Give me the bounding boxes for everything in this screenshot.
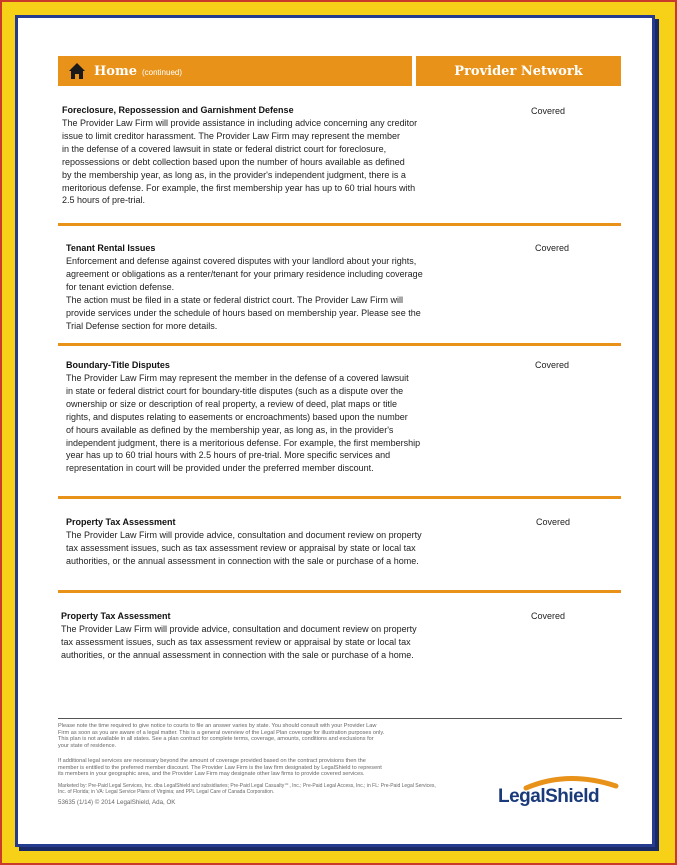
coverage-status: Covered [536, 517, 571, 527]
header-left [58, 56, 412, 86]
header-bar [58, 56, 621, 86]
section-title: Foreclosure, Repossession and Garnishment Defense [62, 105, 294, 115]
header-subtitle: (continued) [141, 68, 183, 77]
section-body: The Provider Law Firm may represent the member in the defense of a covered lawsuit in state or federal district court for boundary-title disputes (such as a dispute over the ownership or size or description of real property, a review of deed, plat maps or title rights, and disputes relating to easements or encroachments) based upon the number of hours available as defined by the membership year, as long as, in the provider's independent judgment, there is a meritorious defense. For example, the first membership year has up to 60 trial hours with 2.5 hours of pre-trial. More specific services and representation in court will be provided under the preferred member discount. [66, 373, 421, 474]
legalshield-logo [498, 772, 628, 812]
coverage-status: Covered [535, 243, 570, 253]
coverage-status: Covered [531, 106, 566, 116]
footer-note-filing: Please note the time required to give notice to courts to file an answer varies by state. You should consult with your Provider Law Firm as soon as you are aware of a legal matter. This is a general overview of the Legal Plan coverage for illustration purposes only. This plan is not available in all states. See a plan contract for complete terms, coverage, amounts, conditions and exclusions for your state of residence. [58, 723, 385, 749]
section-body: Enforcement and defense against covered disputes with your landlord about your rights, agreement or obligations as a renter/tenant for your primary residence including coverage for tenant eviction defense. The action must be filed in a state or federal district court. The Provider Law Firm will provide services under the schedule of hours based on membership year. Please see the Trial Defense section for more details. [66, 256, 423, 331]
home-icon [68, 62, 86, 80]
section-body: The Provider Law Firm will provide assistance in including advice concerning any creditor issue to limit creditor harassment. The Provider Law Firm may represent the member in the defense of a covered lawsuit in state or federal district court for foreclosure, repossessions or debt collection based upon the number of hours available as defined by the membership year, as long as, in the provider's independent judgment, there is a meritorious defense. For example, the first membership year has up to 60 trial hours with 2.5 hours of pre-trial. [62, 118, 418, 206]
logo-text: LegalShield [498, 786, 600, 807]
document-page [15, 15, 655, 847]
provider-network-title: Provider Network [454, 63, 583, 79]
header-title: Home [94, 63, 137, 79]
footer-divider [58, 718, 622, 719]
section-body: The Provider Law Firm will provide advice, consultation and document review on property tax assessment issues, such as tax assessment review or appraisal by state or local tax authorities, or the annual assessment in connection with the sale or purchase of a home. [66, 530, 422, 566]
section-title: Property Tax Assessment [61, 611, 171, 621]
coverage-status: Covered [531, 611, 566, 621]
section-divider [58, 343, 621, 346]
footer-marketed-by: Marketed by: Pre-Paid Legal Services, Inc. dba LegalShield and subsidiaries; Pre-Paid Legal Casualty℠, Inc.; Pre-Paid Legal Access, Inc.; in FL: Pre-Paid Legal Services, Inc. of Florida; in VA: Legal Service Plans of Virginia; and PPL Legal Care of Canada Corporation. [58, 783, 436, 795]
footer-code: 53635 (1/14) © 2014 LegalShield, Ada, OK [58, 799, 176, 806]
section-divider [58, 590, 621, 593]
section-divider [58, 223, 621, 226]
section-body: The Provider Law Firm will provide advice, consultation and document review on property tax assessment issues, such as tax assessment review or appraisal by state or local tax authorities, or the annual assessment in connection with the sale or purchase of a home. [61, 624, 417, 660]
section-title: Boundary-Title Disputes [66, 360, 170, 370]
header-right [416, 56, 621, 86]
section-title: Tenant Rental Issues [66, 243, 156, 253]
section-divider [58, 496, 621, 499]
section-title: Property Tax Assessment [66, 517, 176, 527]
coverage-status: Covered [535, 360, 570, 370]
footer-note-additional: If additional legal services are necessary beyond the amount of coverage provided based on the contract provisions then the member is entitled to the preferred member discount. The Provider Law Firm is the law firm designated by LegalShield to represent its members in your geographic area, and the Provider Law Firm may designate other law firms to provide covered services. [58, 758, 382, 778]
